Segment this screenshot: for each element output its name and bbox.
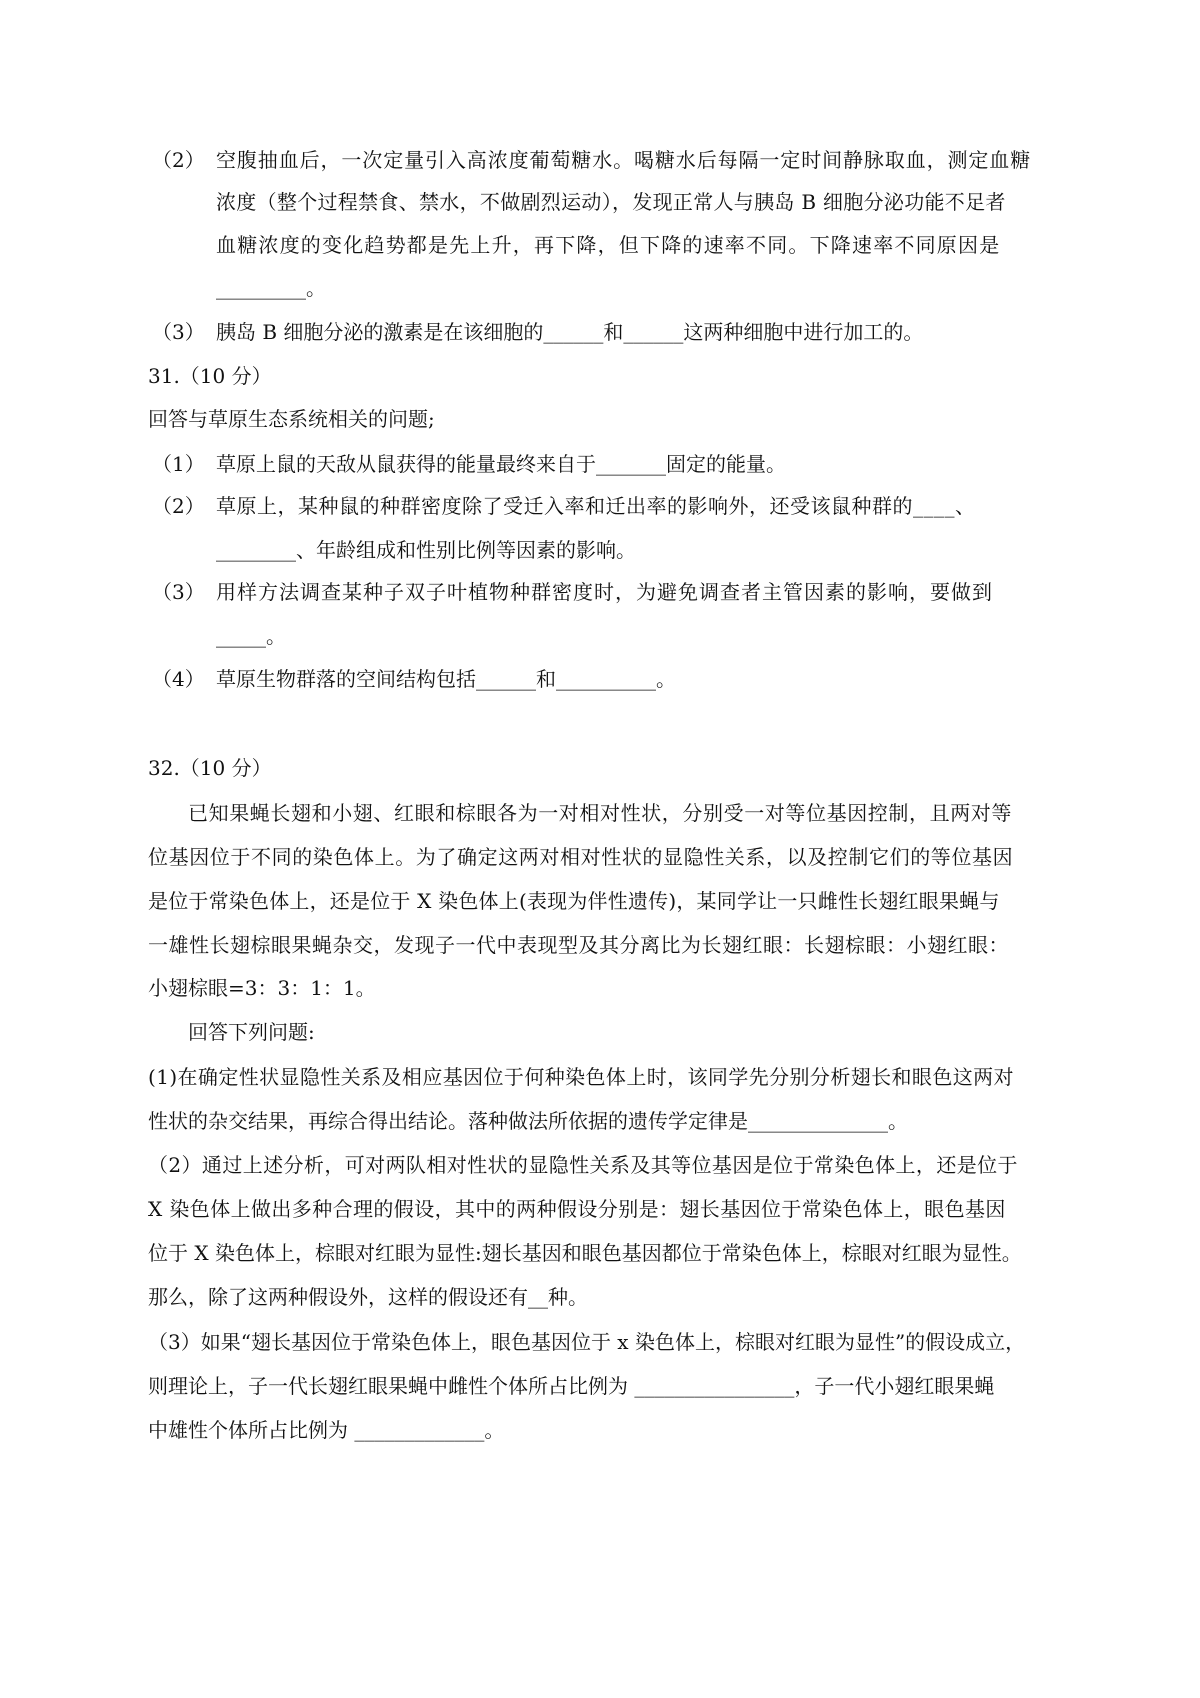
q32-para1-line5: 小翅棕眼=3：3：1：1。: [148, 976, 376, 1000]
q30-item2-answer-blank: _________: [216, 276, 306, 300]
q32-para1-line1: 已知果蝇长翅和小翅、红眼和棕眼各为一对相对性状，分别受一对等位基因控制，且两对等: [188, 801, 1012, 825]
q32-sub2-line3: 位于 X 染色体上，棕眼对红眼为显性:翅长基因和眼色基因都位于常染色体上，棕眼对红眼为显性。: [148, 1241, 1022, 1265]
q31-item3-label: （3）: [152, 580, 205, 604]
q32-para1-line2: 位基因位于不同的染色体上。为了确定这两对相对性状的显隐性关系，以及控制它们的等位基因: [148, 845, 1014, 869]
q30-item3-label: （3）: [152, 320, 205, 344]
q31-item1-line: 草原上鼠的天敌从鼠获得的能量最终来自于_______固定的能量。: [216, 452, 786, 476]
q31-item4-label: （4）: [152, 667, 205, 691]
q30-item2-line3: 血糖浓度的变化趋势都是先上升，再下降，但下降的速率不同。下降速率不同原因是: [216, 233, 1001, 257]
q31-item2-line1: 草原上，某种鼠的种群密度除了受迁入率和迁出率的影响外，还受该鼠种群的____、: [216, 494, 976, 518]
q30-item3-line: 胰岛 B 细胞分泌的激素是在该细胞的______和______这两种细胞中进行加工的。: [216, 320, 924, 344]
q31-item4-blank2: __________: [556, 667, 656, 691]
q31-header: 31.（10 分）: [148, 364, 272, 388]
q31-item2-blank2: ________: [216, 538, 296, 562]
q31-intro: 回答与草原生态系统相关的问题;: [148, 407, 435, 431]
q30-item2-line1: 空腹抽血后，一次定量引入高浓度葡萄糖水。喝糖水后每隔一定时间静脉取血，测定血糖: [216, 148, 1032, 172]
q31-item4-blank1: ______: [476, 667, 536, 691]
q31-item3-line1: 用样方法调查某种子双子叶植物种群密度时，为避免调查者主管因素的影响，要做到: [216, 580, 993, 604]
q31-item1-blank: _______: [596, 452, 666, 476]
q31-item1-label: （1）: [152, 452, 205, 476]
q32-para2: 回答下列问题:: [188, 1020, 315, 1044]
q32-sub3-line2: 则理论上，子一代长翅红眼果蝇中雌性个体所占比例为 ________________，子一代小翅红眼果蝇: [148, 1374, 995, 1398]
q32-sub2-line1: （2）通过上述分析，可对两队相对性状的显隐性关系及其等位基因是位于常染色体上，还是位于: [148, 1153, 1018, 1177]
q32-sub3-blank1: ________________: [634, 1374, 795, 1398]
q30-item2-label: （2）: [152, 148, 205, 172]
q32-para1-line4: 一雄性长翅棕眼果蝇杂交，发现子一代中表现型及其分离比为长翅红眼：长翅棕眼：小翅红眼：: [148, 933, 1009, 957]
q31-item4-line: 草原生物群落的空间结构包括______和__________。: [216, 667, 676, 691]
q32-sub3-line1: （3）如果“翅长基因位于常染色体上，眼色基因位于 x 染色体上，棕眼对红眼为显性”的假设成立，: [148, 1330, 1026, 1354]
q31-item2-label: （2）: [152, 494, 205, 518]
q30-item2-line2: 浓度（整个过程禁食、禁水，不做剧烈运动），发现正常人与胰岛 B 细胞分泌功能不足者: [216, 190, 1006, 214]
q30-item2-line4: _________。: [216, 276, 326, 300]
q32-sub2-line4: 那么，除了这两种假设外，这样的假设还有__种。: [148, 1285, 588, 1309]
q32-sub1-line1: (1)在确定性状显隐性关系及相应基因位于何种染色体上时，该同学先分别分析翅长和眼色这两对: [148, 1065, 1014, 1089]
q31-item3-blank: _____: [216, 624, 266, 648]
q30-item3-blank1: ______: [543, 320, 604, 344]
q30-item3-blank2: ______: [623, 320, 684, 344]
q31-item2-line2: ________、年龄组成和性别比例等因素的影响。: [216, 538, 636, 562]
q32-header: 32.（10 分）: [148, 756, 272, 780]
q31-item2-blank1: ____: [913, 494, 955, 518]
q32-sub3-blank2: _____________: [354, 1418, 485, 1442]
q31-item3-line2: _____。: [216, 624, 286, 648]
q32-sub2-blank: __: [528, 1285, 548, 1309]
q32-para1-line3: 是位于常染色体上，还是位于 X 染色体上(表现为伴性遗传)，某同学让一只雌性长翅红眼果蝇与: [148, 889, 1000, 913]
q32-sub2-line2: X 染色体上做出多种合理的假设，其中的两种假设分别是：翅长基因位于常染色体上，眼色基因: [148, 1197, 1006, 1221]
q32-sub1-line2: 性状的杂交结果，再综合得出结论。落种做法所依据的遗传学定律是______________。: [148, 1109, 908, 1133]
q32-sub3-line3: 中雄性个体所占比例为 _____________。: [148, 1418, 505, 1442]
q32-sub1-blank: ______________: [748, 1109, 888, 1133]
